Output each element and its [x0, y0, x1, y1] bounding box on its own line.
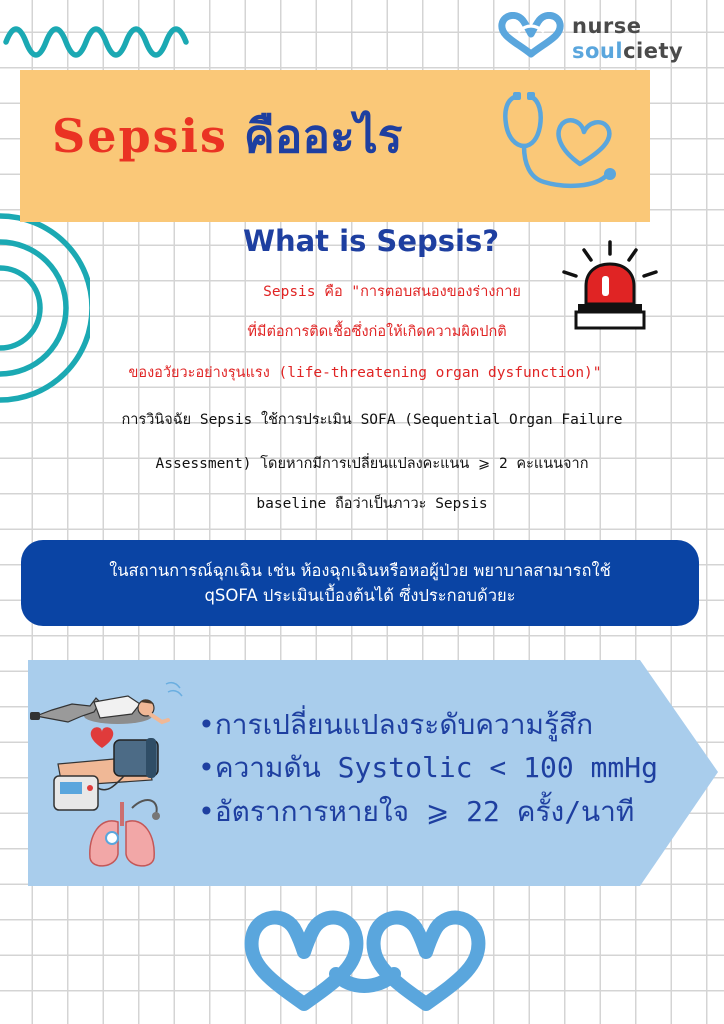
brand-logo	[496, 10, 701, 66]
brand-word-nurse: nurse	[572, 14, 642, 38]
stethoscope-heart-icon	[496, 90, 626, 200]
criterion-item: •การเปลี่ยนแปลงระดับความรู้สึก	[198, 708, 594, 741]
heart-knot-icon	[240, 904, 490, 1016]
wave-icon	[0, 8, 200, 58]
banner-line-2: qSOFA ประเมินเบื้องต้นได้ ซึ่งประกอบด้วยะ	[204, 586, 516, 605]
title-thai: คืออะไร	[243, 109, 403, 163]
criterion-item: •อัตราการหายใจ ⩾ 22 ครั้ง/นาที	[198, 795, 635, 828]
brand-word-soulciety	[572, 39, 683, 63]
page-title	[52, 100, 403, 180]
title-english: Sepsis	[52, 109, 228, 163]
diagnosis-line-2: Assessment) โดยหากมีการเปลี่ยนแปลงคะแนน ⩾ 2 คะแนนจาก	[155, 456, 589, 472]
banner-line-1: ในสถานการณ์ฉุกเฉิน เช่น ห้องฉุกเฉินหรือหอผู้ป่วย พยาบาลสามารถใช้	[109, 561, 611, 580]
diagnosis-line-1: การวินิจฉัย Sepsis ใช้การประเมิน SOFA (Sequential Organ Failure	[121, 412, 623, 428]
criterion-item: •ความดัน Systolic < 100 mmHg	[198, 751, 658, 784]
definition-line-1: Sepsis คือ "การตอบสนองของร่างกาย	[263, 284, 521, 300]
definition-line-2: ที่มีต่อการติดเชื้อซึ่งก่อให้เกิดความผิดปกติ	[247, 324, 507, 340]
blood-pressure-cuff-icon	[54, 738, 158, 810]
heart-logo-icon	[496, 12, 566, 58]
diagnosis-line-3: baseline ถือว่าเป็นภาวะ Sepsis	[256, 496, 488, 512]
lungs-icon	[90, 800, 160, 866]
brand-word-soul: soul	[572, 39, 624, 63]
qsofa-illustrations	[28, 676, 198, 876]
qsofa-banner	[21, 540, 699, 626]
heart-icon	[91, 727, 114, 748]
brand-word-ciety: ciety	[623, 39, 684, 63]
definition-line-3: ของอวัยวะอย่างรุนแรง (life-threatening organ dysfunction)"	[128, 365, 602, 381]
subtitle: What is Sepsis?	[242, 224, 500, 258]
collapsed-person-icon	[30, 683, 182, 724]
